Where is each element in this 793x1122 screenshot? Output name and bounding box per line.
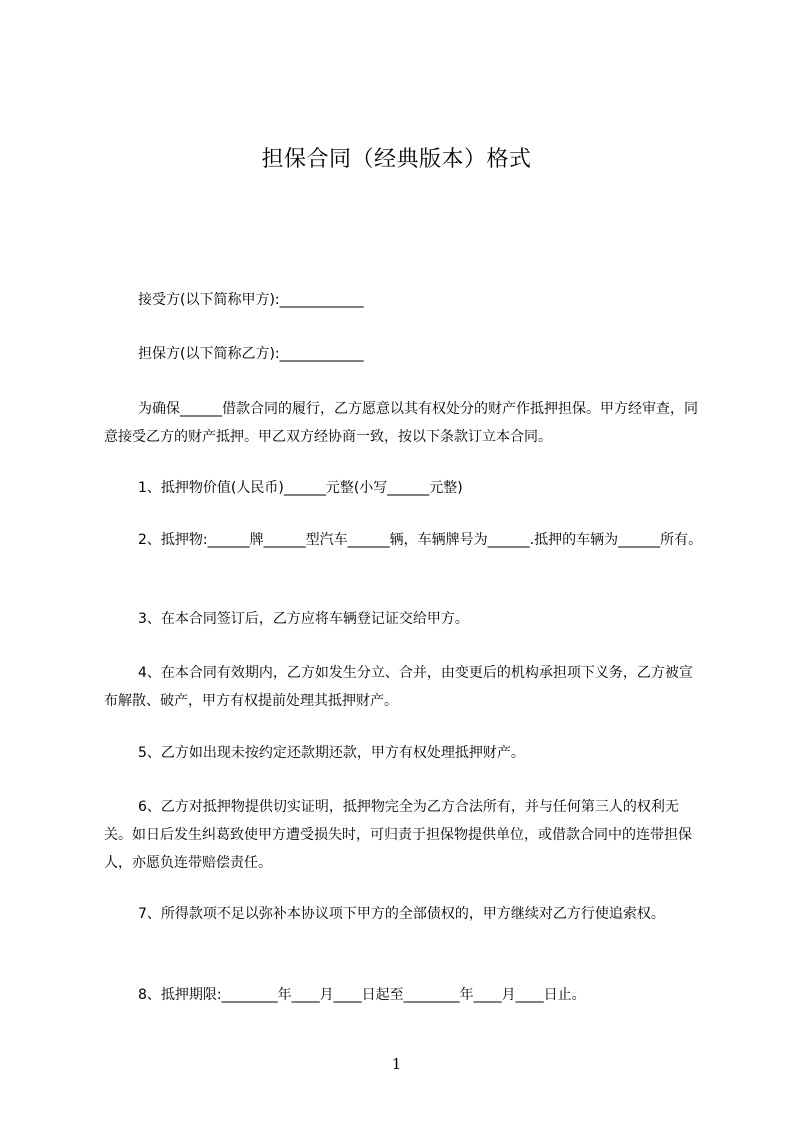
- party-b-line: 担保方(以下简称乙方):____________: [138, 346, 364, 362]
- clause-7: 7、所得款项不足以弥补本协议项下甲方的全部债权的，甲方继续对乙方行使追索权。: [138, 906, 665, 922]
- clause-5: 5、乙方如出现未按约定还款期还款，甲方有权处理抵押财产。: [138, 745, 525, 761]
- intro-paragraph: 为确保______借款合同的履行，乙方愿意以其有权处分的财产作抵押担保。甲方经审查，同意接受乙方的财产抵押。甲乙双方经协商一致，按以下条款订立本合同。: [104, 401, 698, 445]
- clause-3: 3、在本合同签订后，乙方应将车辆登记证交给甲方。: [138, 611, 469, 627]
- clause-4: 4、在本合同有效期内，乙方如发生分立、合并，由变更后的机构承担项下义务，乙方被宣布解散、破产，甲方有权提前处理其抵押财产。: [104, 665, 693, 709]
- clause-2: 2、抵押物:______牌______型汽车______辆，车辆牌号为______.抵押的车辆为______所有。: [138, 532, 703, 548]
- document-title: 担保合同（经典版本）格式: [261, 147, 532, 172]
- clause-6: 6、乙方对抵押物提供切实证明，抵押物完全为乙方合法所有，并与任何第三人的权利无关。如日后发生纠葛致使甲方遭受损失时，可归责于担保物提供单位，或借款合同中的连带担保人，亦愿负连带赔偿责任。: [104, 799, 692, 871]
- clause-8: 8、抵押期限:________年____月____日起至________年____月____日止。: [138, 987, 586, 1003]
- party-a-line: 接受方(以下简称甲方):____________: [138, 292, 364, 308]
- page-number: 1: [391, 1055, 402, 1073]
- clause-1: 1、抵押物价值(人民币)______元整(小写______元整): [138, 480, 463, 496]
